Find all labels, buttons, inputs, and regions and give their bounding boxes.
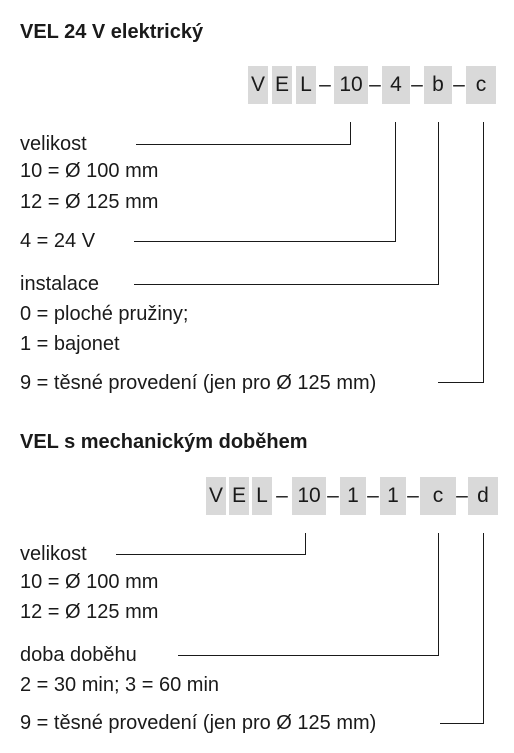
connector-line xyxy=(134,284,439,285)
connector-line xyxy=(178,655,439,656)
code-variant: 1 xyxy=(380,477,406,515)
connector-line xyxy=(116,554,306,555)
connector-line xyxy=(438,533,439,655)
connector-line xyxy=(438,122,439,284)
connector-line xyxy=(305,533,306,554)
code-dash: – xyxy=(456,484,468,507)
code-dash: – xyxy=(453,73,465,96)
code-installation: b xyxy=(424,66,452,104)
code-dash: – xyxy=(276,484,288,507)
code-letter-l: L xyxy=(296,66,316,104)
code-dash: – xyxy=(367,484,379,507)
label-doba-dobehu: doba doběhu xyxy=(20,644,137,666)
connector-line xyxy=(440,723,484,724)
connector-line xyxy=(136,144,351,145)
code-type: 1 xyxy=(340,477,366,515)
connector-line xyxy=(438,382,484,383)
code-voltage: 4 xyxy=(382,66,410,104)
code-dash: – xyxy=(411,73,423,96)
code-sealing: d xyxy=(468,477,498,515)
section2-title: VEL s mechanickým doběhem xyxy=(20,431,308,453)
connector-line xyxy=(395,122,396,241)
installation-option-0: 0 = ploché pružiny; xyxy=(20,303,189,325)
sealing-option-9: 9 = těsné provedení (jen pro Ø 125 mm) xyxy=(20,712,377,734)
code-dash: – xyxy=(327,484,339,507)
connector-line xyxy=(483,533,484,723)
code-letter-e: E xyxy=(272,66,292,104)
code-letter-l: L xyxy=(252,477,272,515)
code-sealing: c xyxy=(466,66,496,104)
connector-line xyxy=(350,122,351,144)
size-option-100: 10 = Ø 100 mm xyxy=(20,160,159,182)
code-size: 10 xyxy=(334,66,368,104)
size-option-125: 12 = Ø 125 mm xyxy=(20,191,159,213)
sealing-option-9: 9 = těsné provedení (jen pro Ø 125 mm) xyxy=(20,372,377,394)
size-option-125: 12 = Ø 125 mm xyxy=(20,601,159,623)
code-dash: – xyxy=(369,73,381,96)
label-velikost: velikost xyxy=(20,543,87,565)
code-dash: – xyxy=(407,484,419,507)
section1-title: VEL 24 V elektrický xyxy=(20,21,204,43)
code-letter-v: V xyxy=(248,66,268,104)
voltage-option: 4 = 24 V xyxy=(20,230,96,252)
installation-option-1: 1 = bajonet xyxy=(20,333,120,355)
code-dash: – xyxy=(319,73,331,96)
rundown-options: 2 = 30 min; 3 = 60 min xyxy=(20,674,220,696)
code-size: 10 xyxy=(292,477,326,515)
connector-line xyxy=(134,241,396,242)
label-instalace: instalace xyxy=(20,273,99,295)
code-letter-v: V xyxy=(206,477,226,515)
connector-line xyxy=(483,122,484,382)
code-letter-e: E xyxy=(229,477,249,515)
label-velikost: velikost xyxy=(20,133,87,155)
size-option-100: 10 = Ø 100 mm xyxy=(20,571,159,593)
code-rundown-time: c xyxy=(420,477,456,515)
